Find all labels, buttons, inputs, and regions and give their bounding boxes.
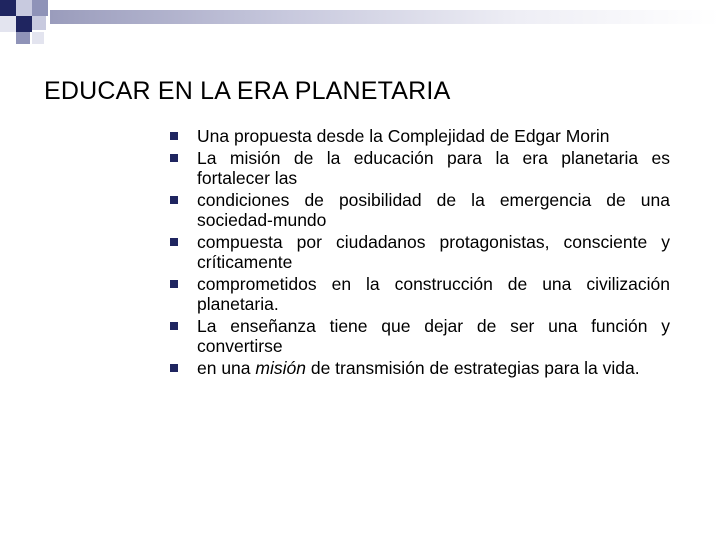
square-bullet-icon <box>170 154 178 162</box>
bullet-text-after: de transmisión de estrategias para la vida. <box>305 357 640 378</box>
bullet-text: La enseñanza tiene que dejar de ser una función y convertirse <box>197 315 670 356</box>
decor-square <box>32 0 48 16</box>
bullet-item <box>168 148 670 189</box>
header-gradient-band <box>50 10 720 24</box>
decor-square <box>32 32 44 44</box>
decor-square <box>16 16 32 32</box>
square-bullet-icon <box>170 280 178 288</box>
decorative-header <box>0 0 720 48</box>
square-bullet-icon <box>170 322 178 330</box>
bullet-item <box>168 232 670 273</box>
bullet-text: condiciones de posibilidad de la emergencia de una sociedad-mundo <box>197 189 670 230</box>
bullet-item <box>168 190 670 231</box>
bullet-item <box>168 316 670 357</box>
square-bullet-icon <box>170 238 178 246</box>
bullet-item <box>168 274 670 315</box>
bullet-text-before: en una <box>197 357 256 378</box>
decor-square <box>0 16 16 32</box>
decor-square <box>16 0 32 16</box>
decor-square <box>16 32 30 44</box>
slide-title: EDUCAR EN LA ERA PLANETARIA <box>44 77 451 105</box>
bullet-list <box>168 126 670 379</box>
bullet-item <box>168 358 670 379</box>
square-bullet-icon <box>170 364 178 372</box>
bullet-text: comprometidos en la construcción de una civilización planetaria. <box>197 273 670 314</box>
bullet-text-emphasis: misión <box>255 357 306 378</box>
square-bullet-icon <box>170 196 178 204</box>
square-bullet-icon <box>170 132 178 140</box>
decor-square <box>0 0 16 16</box>
bullet-text: La misión de la educación para la era planetaria es fortalecer las <box>197 147 670 188</box>
decor-square <box>32 16 46 30</box>
bullet-item <box>168 126 670 147</box>
bullet-text <box>197 358 670 379</box>
bullet-text: Una propuesta desde la Complejidad de Edgar Morin <box>197 126 610 146</box>
bullet-text: compuesta por ciudadanos protagonistas, consciente y críticamente <box>197 231 670 272</box>
